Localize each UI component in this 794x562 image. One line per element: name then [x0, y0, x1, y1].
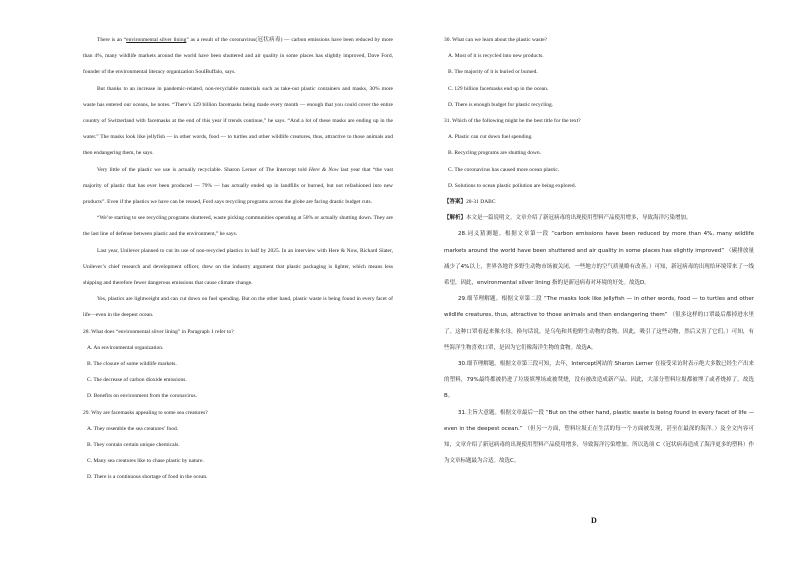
analysis-intro — [444, 210, 754, 226]
passage-p3-end: last year that “the vast majority of plastic that has ever been produced — 79% — has actually ended up in landfills or burned, but not refashioned into new products”. Even if the plastics we have can be reused, Ford says recycling programs across the globe are facing drastic budget cuts. — [83, 166, 393, 206]
option-b: B. They contain certain unique chemicals. — [87, 442, 180, 449]
passage-p3-start: Very little of the plastic we use is actually recyclable. Sharon Lerner of The Intercept told — [97, 166, 309, 173]
page-mark: D — [591, 516, 597, 525]
option-b: B. The majority of it is buried or burned. — [448, 69, 538, 76]
question-stem: 29. Why are facemasks appealing to some sea creatures? — [83, 409, 208, 416]
passage-p1-end: ” as a result of the coronavirus(冠状病毒) — carbon emissions have been reduced by more than 4%, many wildlife markets around the world have been shuttered and air quality in some places has slightly improved, Dave Ford, founder of the environmental literacy organization SoulBuffalo, says. — [83, 37, 393, 76]
question-28 — [83, 324, 393, 405]
analysis-q30: 30.细节理解题。根据文章第三段可知，去年，Intercept网站的 Sharon Lerner 在接受采访时表示绝大多数已经生产出来的塑料，79%最终都被扔进了垃圾填埋场或被焚烧，没有被改造成新产品。因此，大部分塑料垃圾都被埋了或者烧掉了。故选B。 — [444, 361, 754, 400]
answer-value: 28-31 DABC — [466, 199, 496, 206]
question-30 — [444, 32, 754, 113]
left-column — [83, 32, 393, 486]
analysis-q28: 28.词义猜测题。根据文章第一段 “carbon emissions have been reduced by more than 4%, many wildlife markets around the world have been shuttered and air quality in some places has slightly improved” （碳排放量减少了4%以上，世界各地许多野生动物市场被关闭，一些地方的空气质量略有改善。）可知，新冠病毒的出现给环境带来了一线希望，因此，environmental silver lining 指的是新冠病毒对环境的好处。故选D。 — [444, 231, 754, 287]
passage-paragraph-2: But thanks to an increase in pandemic-related, non-recyclable materials such as take-out plastic containers and masks, 30% more waste has entered our oceans, he notes. “There’s 129 billion facemasks being made every month — enough that you could cover the entire country of Switzerland with facemasks at the end of this year if trends continue,” he says. “And a lot of these masks are ending up in the water.” The masks look like jellyfish — in other words, food — to turtles and other wildlife creatures, thus, attractive to those animals and then endangering them, he says. — [83, 85, 393, 157]
analysis-intro-text: 本文是一篇说明文。文章介绍了新冠病毒的出现使用塑料产品使用增多，导致海洋污染增加。 — [466, 215, 692, 222]
option-b: B. The closure of some wildlife markets. — [87, 361, 177, 368]
analysis-label: 【解析】 — [444, 215, 467, 222]
option-d: D. Benefits on environment from the coronavirus. — [87, 393, 197, 400]
option-c: C. The decrease of carbon dioxide emissions. — [87, 377, 187, 384]
passage-paragraph-1 — [83, 32, 393, 81]
option-b: B. Recycling programs are shutting down. — [448, 150, 542, 157]
analysis-q31: 31.主旨大意题。根据文章最后一段 “But on the other hand, plastic waste is being found in every facet of life — even in the deepest ocean.” （但另一方面，塑料垃圾正在生活的每一个方面被发现，甚至在最深的海洋。）及全文内容可知，文章介绍了新冠病毒的出现使用塑料产品使用增多，导致海洋污染增加。所以选项 C（冠状病毒造成了海洋更多的塑料）作为文章标题最为合适。故选C。 — [444, 409, 754, 465]
question-29 — [83, 405, 393, 486]
option-a: A. Most of it is recycled into new products. — [448, 53, 544, 60]
passage-paragraph-6: Yes, plastics are lightweight and can cut down on fuel spending. But on the other hand, plastic waste is being found in every facet of life—even in the deepest ocean. — [83, 296, 393, 319]
question-stem: 30. What can we learn about the plastic waste? — [444, 37, 547, 43]
option-d: D. Solutions to ocean plastic pollution are being explored. — [448, 182, 577, 189]
option-a: A. An environmental organization. — [87, 344, 164, 351]
option-a: A. Plastic can cut down fuel spending. — [448, 134, 533, 141]
option-d: D. There is enough budget for plastic recycling. — [448, 101, 554, 108]
answer-label: 【答案】 — [444, 199, 467, 206]
passage-paragraph-4: “We’re starting to see recycling programs shuttered, waste picking communities operating at 50% or actually shutting down. They are the last line of defense between plastic and the environment,” he says. — [83, 215, 393, 238]
question-stem: 31. Which of the following might be the best title for the text? — [444, 118, 581, 125]
option-a: A. They resemble the sea creatures’ food. — [87, 425, 179, 432]
answer-line — [444, 194, 754, 210]
passage-paragraph-3 — [83, 162, 393, 211]
question-stem: 28. What does “environmental silver lining” in Paragraph 1 refer to? — [83, 328, 234, 335]
option-d: D. There is a continuous shortage of food in the ocean. — [87, 474, 208, 481]
passage-p3-source: Here & Now — [308, 166, 339, 173]
passage-p1-term: environmental silver lining — [126, 37, 187, 43]
question-31 — [444, 113, 754, 194]
analysis-q29: 29.细节理解题。根据文章第二段 “The masks look like jellyfish — in other words, food — to turtles and other wildlife creatures, thus, attractive to those animals and then endangering them” （很多这样的口罩最后都掉进水里了。这种口罩看起来像水母，换句话说，是乌龟和其他野生动物的食物。因此，吸引了这些动物，然后又害了它们。）可知，有些海洋生物喜欢口罩，是因为它们像海洋生物的食物。故选A。 — [444, 296, 754, 351]
right-column — [444, 32, 754, 469]
passage-paragraph-5: Last year, Unilever planned to cut its use of non-recycled plastics in half by 2025. In an interview with Here & Now, Richard Slater, Unilever’s chief research and development officer, drew on the industry argument that plastic packaging is lighter, which means less shipping and therefore fewer dangerous emissions that cause climate change. — [83, 247, 393, 287]
passage-p1-start: There is an “ — [97, 37, 127, 43]
option-c: C. 129 billion facemasks end up in the ocean. — [448, 85, 549, 92]
option-c: C. The coronavirus has caused more ocean plastic. — [448, 166, 560, 173]
option-c: C. Many sea creatures like to chase plastic by nature. — [87, 458, 204, 465]
